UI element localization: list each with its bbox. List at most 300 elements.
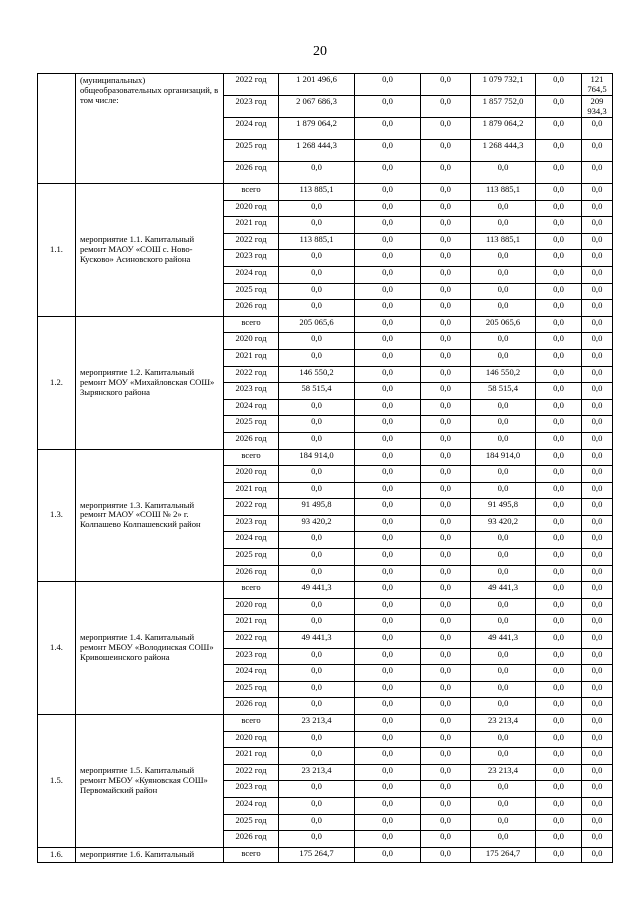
value-cell: 0,0 [536,449,582,466]
value-cell: 0,0 [536,615,582,632]
value-cell: 0,0 [582,283,613,300]
value-cell: 0,0 [582,266,613,283]
value-cell: 0,0 [471,482,536,499]
value-cell: 0,0 [582,482,613,499]
period-cell: 2026 год [224,831,279,848]
value-cell: 1 857 752,0 [471,96,536,118]
period-cell: всего [224,449,279,466]
value-cell: 0,0 [421,449,471,466]
value-cell: 0,0 [536,582,582,599]
row-number-cell: 1.3. [38,449,76,582]
table-row [38,582,613,599]
value-cell: 0,0 [582,781,613,798]
value-cell: 0,0 [355,118,421,140]
value-cell: 0,0 [279,565,355,582]
value-cell: 0,0 [471,416,536,433]
value-cell: 0,0 [582,831,613,848]
value-cell: 0,0 [582,118,613,140]
value-cell: 0,0 [355,831,421,848]
period-cell: 2025 год [224,549,279,566]
value-cell: 0,0 [355,250,421,267]
value-cell: 0,0 [421,283,471,300]
value-cell: 0,0 [582,715,613,732]
value-cell: 0,0 [355,748,421,765]
value-cell: 0,0 [536,748,582,765]
value-cell: 0,0 [471,432,536,449]
value-cell: 0,0 [279,532,355,549]
value-cell: 0,0 [421,532,471,549]
value-cell: 0,0 [536,333,582,350]
value-cell: 0,0 [355,665,421,682]
period-cell: 2020 год [224,333,279,350]
value-cell: 0,0 [421,648,471,665]
value-cell: 0,0 [355,797,421,814]
value-cell: 205 065,6 [279,316,355,333]
period-cell: 2026 год [224,162,279,184]
value-cell: 0,0 [582,748,613,765]
value-cell: 0,0 [582,399,613,416]
period-cell: 2022 год [224,74,279,96]
value-cell: 0,0 [536,715,582,732]
value-cell: 0,0 [536,233,582,250]
value-cell: 0,0 [355,383,421,400]
value-cell: 0,0 [536,797,582,814]
value-cell: 0,0 [355,74,421,96]
value-cell: 0,0 [355,549,421,566]
value-cell: 0,0 [536,416,582,433]
period-cell: 2026 год [224,698,279,715]
table-row [38,184,613,201]
value-cell: 0,0 [536,266,582,283]
table-row [38,449,613,466]
value-cell: 146 550,2 [471,366,536,383]
value-cell: 0,0 [582,764,613,781]
value-cell: 175 264,7 [471,847,536,862]
value-cell: 49 441,3 [471,582,536,599]
value-cell: 0,0 [536,217,582,234]
value-cell: 0,0 [421,615,471,632]
value-cell: 0,0 [582,432,613,449]
value-cell: 0,0 [421,764,471,781]
value-cell: 0,0 [421,715,471,732]
period-cell: 2021 год [224,482,279,499]
value-cell: 49 441,3 [279,632,355,649]
value-cell: 0,0 [471,797,536,814]
value-cell: 0,0 [279,615,355,632]
period-cell: 2024 год [224,118,279,140]
row-label-cell: мероприятие 1.5. Капитальный ремонт МБОУ «Куяновская СОШ» Первомайский район [76,715,224,848]
value-cell: 0,0 [582,250,613,267]
period-cell: 2022 год [224,499,279,516]
value-cell: 0,0 [421,499,471,516]
value-cell: 0,0 [279,731,355,748]
value-cell: 0,0 [421,515,471,532]
period-cell: 2025 год [224,283,279,300]
value-cell: 113 885,1 [279,184,355,201]
value-cell: 0,0 [421,118,471,140]
period-cell: всего [224,715,279,732]
value-cell: 0,0 [355,731,421,748]
value-cell: 0,0 [421,162,471,184]
value-cell: 0,0 [582,665,613,682]
value-cell: 0,0 [279,300,355,317]
value-cell: 0,0 [421,632,471,649]
value-cell: 0,0 [279,416,355,433]
period-cell: 2025 год [224,416,279,433]
value-cell: 0,0 [471,300,536,317]
value-cell: 0,0 [355,200,421,217]
value-cell: 0,0 [355,333,421,350]
value-cell: 0,0 [421,74,471,96]
value-cell: 0,0 [582,731,613,748]
value-cell: 0,0 [536,831,582,848]
period-cell: 2025 год [224,681,279,698]
value-cell: 0,0 [536,648,582,665]
value-cell: 0,0 [582,233,613,250]
value-cell: 0,0 [421,250,471,267]
value-cell: 0,0 [536,598,582,615]
value-cell: 0,0 [421,681,471,698]
value-cell: 0,0 [355,499,421,516]
value-cell: 0,0 [421,598,471,615]
period-cell: 2024 год [224,399,279,416]
value-cell: 0,0 [355,681,421,698]
value-cell: 0,0 [279,665,355,682]
table-row [38,847,613,862]
value-cell: 0,0 [536,731,582,748]
period-cell: 2024 год [224,266,279,283]
value-cell: 0,0 [421,349,471,366]
value-cell: 0,0 [355,565,421,582]
value-cell: 0,0 [471,217,536,234]
value-cell: 0,0 [355,648,421,665]
value-cell: 0,0 [536,764,582,781]
value-cell: 0,0 [536,250,582,267]
value-cell: 0,0 [536,482,582,499]
period-cell: 2026 год [224,565,279,582]
period-cell: 2023 год [224,96,279,118]
value-cell: 0,0 [471,781,536,798]
value-cell: 0,0 [471,698,536,715]
period-cell: всего [224,847,279,862]
value-cell: 0,0 [582,549,613,566]
value-cell: 0,0 [355,781,421,798]
value-cell: 0,0 [536,565,582,582]
value-cell: 0,0 [471,615,536,632]
value-cell: 0,0 [421,184,471,201]
row-label-cell: мероприятие 1.6. Капитальный [76,847,224,862]
value-cell: 0,0 [536,366,582,383]
value-cell: 0,0 [279,598,355,615]
value-cell: 0,0 [536,200,582,217]
period-cell: 2020 год [224,200,279,217]
value-cell: 0,0 [582,162,613,184]
value-cell: 0,0 [279,162,355,184]
value-cell: 0,0 [471,648,536,665]
value-cell: 58 515,4 [471,383,536,400]
value-cell: 23 213,4 [471,715,536,732]
value-cell: 0,0 [355,399,421,416]
value-cell: 0,0 [421,200,471,217]
value-cell: 0,0 [355,814,421,831]
value-cell: 0,0 [355,266,421,283]
value-cell: 0,0 [421,797,471,814]
value-cell: 0,0 [279,349,355,366]
value-cell: 0,0 [582,333,613,350]
value-cell: 113 885,1 [279,233,355,250]
value-cell: 113 885,1 [471,233,536,250]
value-cell: 0,0 [355,532,421,549]
value-cell: 0,0 [421,698,471,715]
period-cell: 2021 год [224,349,279,366]
value-cell: 0,0 [582,366,613,383]
period-cell: 2022 год [224,764,279,781]
value-cell: 0,0 [582,565,613,582]
value-cell: 0,0 [421,582,471,599]
period-cell: 2021 год [224,615,279,632]
row-label-cell: мероприятие 1.2. Капитальный ремонт МОУ «Михайловская СОШ» Зырянского района [76,316,224,449]
value-cell: 0,0 [582,349,613,366]
value-cell: 0,0 [536,532,582,549]
value-cell: 0,0 [279,399,355,416]
period-cell: 2021 год [224,217,279,234]
value-cell: 209 934,3 [582,96,613,118]
value-cell: 23 213,4 [471,764,536,781]
value-cell: 0,0 [471,681,536,698]
value-cell: 0,0 [582,598,613,615]
row-number-cell: 1.5. [38,715,76,848]
value-cell: 0,0 [582,814,613,831]
period-cell: всего [224,582,279,599]
value-cell: 0,0 [279,831,355,848]
value-cell: 0,0 [421,383,471,400]
row-label-cell: мероприятие 1.3. Капитальный ремонт МАОУ «СОШ № 2» г. Колпашево Колпашевский район [76,449,224,582]
value-cell: 2 067 686,3 [279,96,355,118]
value-cell: 0,0 [471,349,536,366]
value-cell: 0,0 [421,333,471,350]
value-cell: 0,0 [582,466,613,483]
value-cell: 0,0 [421,140,471,162]
budget-table [37,73,613,863]
value-cell: 0,0 [582,698,613,715]
value-cell: 0,0 [536,549,582,566]
value-cell: 0,0 [279,432,355,449]
value-cell: 0,0 [355,764,421,781]
value-cell: 0,0 [471,814,536,831]
value-cell: 0,0 [471,399,536,416]
value-cell: 0,0 [582,300,613,317]
value-cell: 0,0 [582,515,613,532]
period-cell: 2020 год [224,598,279,615]
value-cell: 0,0 [279,266,355,283]
value-cell: 0,0 [279,283,355,300]
value-cell: 0,0 [536,383,582,400]
period-cell: 2024 год [224,665,279,682]
value-cell: 1 079 732,1 [471,74,536,96]
value-cell: 0,0 [471,665,536,682]
value-cell: 0,0 [355,162,421,184]
period-cell: 2020 год [224,731,279,748]
value-cell: 184 914,0 [471,449,536,466]
value-cell: 0,0 [471,266,536,283]
value-cell: 0,0 [471,532,536,549]
value-cell: 0,0 [279,482,355,499]
value-cell: 0,0 [421,416,471,433]
value-cell: 0,0 [279,681,355,698]
value-cell: 0,0 [421,482,471,499]
value-cell: 0,0 [421,831,471,848]
value-cell: 0,0 [582,847,613,862]
value-cell: 0,0 [536,300,582,317]
value-cell: 0,0 [355,715,421,732]
row-number-cell: 1.2. [38,316,76,449]
value-cell: 0,0 [471,250,536,267]
value-cell: 0,0 [536,432,582,449]
value-cell: 0,0 [582,532,613,549]
value-cell: 0,0 [536,316,582,333]
value-cell: 0,0 [471,162,536,184]
value-cell: 0,0 [355,300,421,317]
value-cell: 0,0 [421,316,471,333]
row-number-cell: 1.6. [38,847,76,862]
value-cell: 0,0 [355,217,421,234]
value-cell: 0,0 [279,781,355,798]
value-cell: 0,0 [355,140,421,162]
period-cell: 2023 год [224,515,279,532]
value-cell: 0,0 [536,515,582,532]
period-cell: 2025 год [224,814,279,831]
page-number: 20 [313,44,327,59]
value-cell: 0,0 [421,781,471,798]
value-cell: 1 268 444,3 [471,140,536,162]
value-cell: 0,0 [355,582,421,599]
value-cell: 0,0 [355,283,421,300]
value-cell: 0,0 [471,731,536,748]
value-cell: 23 213,4 [279,764,355,781]
value-cell: 0,0 [536,681,582,698]
value-cell: 0,0 [279,797,355,814]
period-cell: 2025 год [224,140,279,162]
value-cell: 0,0 [536,781,582,798]
value-cell: 0,0 [355,449,421,466]
period-cell: всего [224,184,279,201]
value-cell: 146 550,2 [279,366,355,383]
value-cell: 0,0 [471,565,536,582]
row-number-cell: 1.1. [38,184,76,317]
value-cell: 0,0 [355,615,421,632]
value-cell: 1 201 496,6 [279,74,355,96]
value-cell: 0,0 [421,266,471,283]
value-cell: 0,0 [355,847,421,862]
value-cell: 0,0 [279,333,355,350]
value-cell: 0,0 [355,515,421,532]
period-cell: 2024 год [224,797,279,814]
value-cell: 91 495,8 [471,499,536,516]
value-cell: 0,0 [582,383,613,400]
value-cell: 0,0 [536,665,582,682]
value-cell: 93 420,2 [279,515,355,532]
value-cell: 0,0 [536,184,582,201]
value-cell: 0,0 [582,200,613,217]
value-cell: 175 264,7 [279,847,355,862]
value-cell: 0,0 [279,814,355,831]
value-cell: 0,0 [421,466,471,483]
value-cell: 184 914,0 [279,449,355,466]
value-cell: 0,0 [582,316,613,333]
value-cell: 0,0 [471,831,536,848]
value-cell: 205 065,6 [471,316,536,333]
value-cell: 0,0 [355,416,421,433]
value-cell: 0,0 [355,482,421,499]
value-cell: 23 213,4 [279,715,355,732]
period-cell: 2021 год [224,748,279,765]
value-cell: 1 879 064,2 [279,118,355,140]
value-cell: 0,0 [582,217,613,234]
value-cell: 0,0 [355,316,421,333]
value-cell: 0,0 [536,499,582,516]
value-cell: 0,0 [355,366,421,383]
value-cell: 0,0 [279,217,355,234]
value-cell: 0,0 [471,748,536,765]
value-cell: 0,0 [355,698,421,715]
value-cell: 0,0 [582,184,613,201]
period-cell: всего [224,316,279,333]
value-cell: 0,0 [421,233,471,250]
value-cell: 0,0 [582,648,613,665]
value-cell: 0,0 [421,847,471,862]
value-cell: 0,0 [421,432,471,449]
period-cell: 2026 год [224,432,279,449]
value-cell: 0,0 [355,598,421,615]
period-cell: 2023 год [224,383,279,400]
table-row [38,74,613,96]
value-cell: 0,0 [536,162,582,184]
value-cell: 113 885,1 [471,184,536,201]
value-cell: 0,0 [536,847,582,862]
value-cell: 0,0 [355,432,421,449]
value-cell: 0,0 [536,140,582,162]
value-cell: 0,0 [421,399,471,416]
period-cell: 2026 год [224,300,279,317]
value-cell: 0,0 [536,283,582,300]
period-cell: 2023 год [224,648,279,665]
value-cell: 0,0 [421,300,471,317]
value-cell: 0,0 [279,549,355,566]
period-cell: 2022 год [224,632,279,649]
value-cell: 0,0 [536,698,582,715]
value-cell: 0,0 [355,96,421,118]
value-cell: 0,0 [582,499,613,516]
value-cell: 0,0 [582,632,613,649]
period-cell: 2022 год [224,366,279,383]
table-row [38,715,613,732]
value-cell: 1 879 064,2 [471,118,536,140]
value-cell: 93 420,2 [471,515,536,532]
value-cell: 49 441,3 [471,632,536,649]
value-cell: 0,0 [421,549,471,566]
value-cell: 0,0 [536,118,582,140]
period-cell: 2023 год [224,781,279,798]
table-row [38,316,613,333]
value-cell: 0,0 [471,200,536,217]
value-cell: 121 764,5 [582,74,613,96]
period-cell: 2023 год [224,250,279,267]
value-cell: 0,0 [536,632,582,649]
value-cell: 0,0 [421,665,471,682]
value-cell: 0,0 [582,797,613,814]
value-cell: 0,0 [279,250,355,267]
row-number-cell: 1.4. [38,582,76,715]
